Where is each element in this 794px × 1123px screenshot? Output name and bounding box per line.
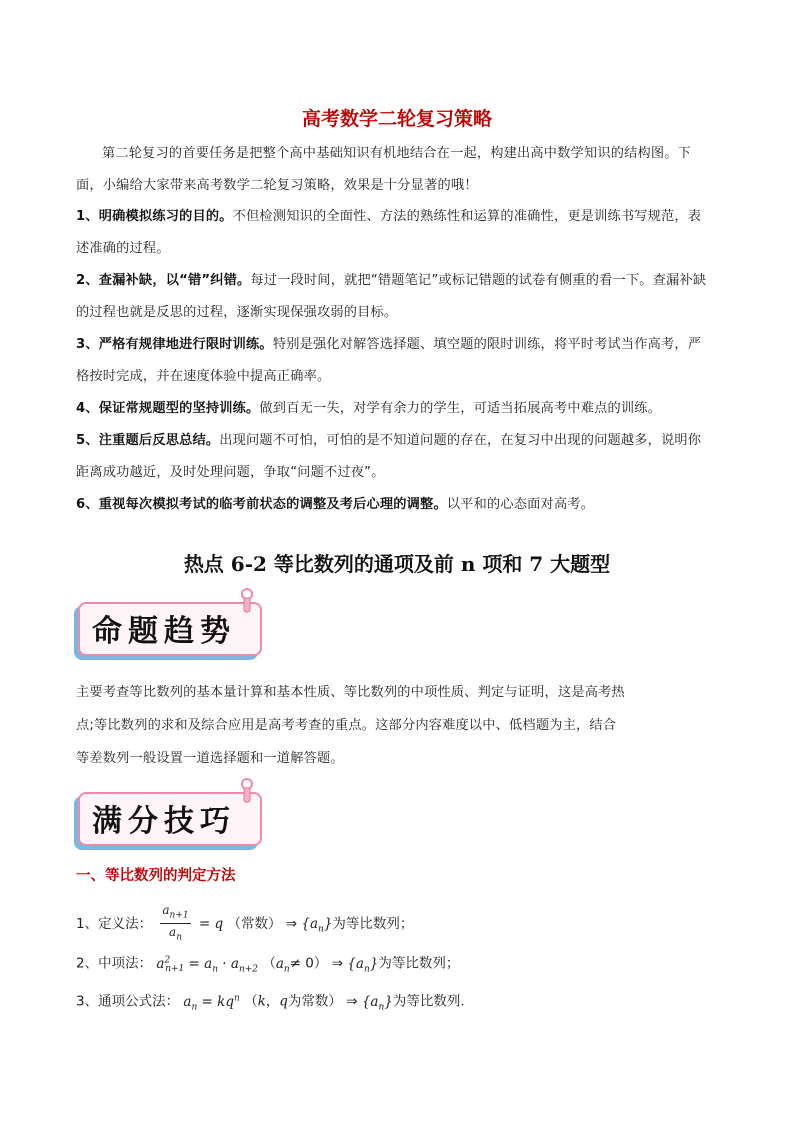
- strategy-head: 2、查漏补缺，以“错”纠错。: [76, 273, 251, 288]
- strategy-text: 做到百无一失，对学有余力的学生，可适当拓展高考中难点的训练。: [259, 401, 662, 416]
- strategy-head: 3、严格有规律地进行限时训练。: [76, 337, 273, 352]
- strategy-item-cont: 格按时完成，并在速度体验中提高正确率。: [76, 369, 331, 384]
- banner-text: 满分技巧: [92, 804, 236, 839]
- method-label: 2、中项法：: [76, 955, 153, 972]
- strategy-list: [76, 201, 724, 521]
- strategy-head: 5、注重题后反思总结。: [76, 433, 220, 448]
- ratio-fraction: $\frac{a_{n+1}}{a_n}$: [162, 903, 189, 943]
- trend-line: 等差数列一般设置一道选择题和一道解答题。: [76, 751, 344, 766]
- intro-line: 面，小编给大家带来高考数学二轮复习策略，效果是十分显著的哦！: [76, 178, 478, 193]
- strategy-head: 1、明确模拟练习的目的。: [76, 209, 233, 224]
- method-condition: ≠ 0: [289, 955, 314, 972]
- method-middle-term: 2、中项法： $a^2_{n+1} = a_n \cdot a_{n+2}$ $(a_n\ne 0)$ ⇒ $\{a_n\}$为等比数列；: [76, 955, 460, 975]
- strategy-item: [76, 201, 724, 233]
- strategy-item: [76, 329, 724, 361]
- strategy-item: [76, 393, 724, 425]
- hot-topic-title: 热点 6-2 等比数列的通项及前 n 项和 7 大题型: [183, 552, 611, 576]
- banner-trend: [72, 592, 268, 656]
- strategy-head: 6、重视每次模拟考试的临考前状态的调整及考后心理的调整。: [76, 497, 447, 512]
- section-heading: 一、等比数列的判定方法: [76, 868, 236, 884]
- strategy-text: 每过一段时间，就把“错题笔记”或标记错题的试卷有侧重的看一下。查漏补缺: [250, 273, 707, 288]
- method-condition: 为常数: [287, 993, 329, 1010]
- strategy-item: [76, 489, 724, 521]
- strategy-item-cont: 述准确的过程。: [76, 241, 170, 256]
- banner-skills: [72, 782, 268, 846]
- trend-paragraph: [76, 676, 726, 775]
- method-general-term: 3、通项公式法： $a_n = kq^n$ （k，q为常数） ⇒ $\{a_n\}$为等比数列.: [76, 993, 465, 1013]
- strategy-item-cont: 的过程也就是反思的过程，逐渐实现保强攻弱的目标。: [76, 305, 398, 320]
- strategy-head: 4、保证常规题型的坚持训练。: [76, 401, 260, 416]
- paperclip-icon: [236, 778, 258, 804]
- trend-line: 点;等比数列的求和及综合应用是高考考查的重点。这部分内容难度以中、低档题为主，结合: [76, 718, 617, 733]
- intro-paragraph: [76, 138, 724, 202]
- method-result: 为等比数列；: [332, 915, 414, 932]
- strategy-item: [76, 425, 724, 457]
- method-definition: 1、定义法： $\frac{a_{n+1}}{a_n}$ = q （常数） ⇒ $\{a_n\}$为等比数列；: [76, 902, 413, 946]
- strategy-text: 不但检测知识的全面性、方法的熟练性和运算的准确性，更是训练书写规范，表: [232, 209, 702, 224]
- strategy-text: 以平和的心态面对高考。: [446, 497, 595, 512]
- doc-title: 高考数学二轮复习策略: [301, 108, 492, 130]
- method-label: 3、通项公式法：: [76, 993, 180, 1010]
- strategy-text: 出现问题不可怕，可怕的是不知道问题的存在，在复习中出现的问题越多，说明你: [219, 433, 702, 448]
- method-result: 为等比数列.: [392, 993, 465, 1010]
- trend-line: 主要考查等比数列的基本量计算和基本性质、等比数列的中项性质、判定与证明，这是高考热: [76, 685, 625, 700]
- paperclip-icon: [236, 588, 258, 614]
- banner-text: 命题趋势: [92, 614, 236, 649]
- strategy-item: [76, 265, 724, 297]
- method-note: （常数）: [227, 915, 282, 932]
- method-label: 1、定义法：: [76, 915, 153, 932]
- method-result: 为等比数列；: [378, 955, 460, 972]
- strategy-item-cont: 距离成功越近，及时处理问题，争取“问题不过夜”。: [76, 465, 385, 480]
- intro-line: 第二轮复习的首要任务是把整个高中基础知识有机地结合在一起，构建出高中数学知识的结构图。下: [102, 146, 692, 161]
- strategy-text: 特别是强化对解答选择题、填空题的限时训练，将平时考试当作高考，严: [272, 337, 702, 352]
